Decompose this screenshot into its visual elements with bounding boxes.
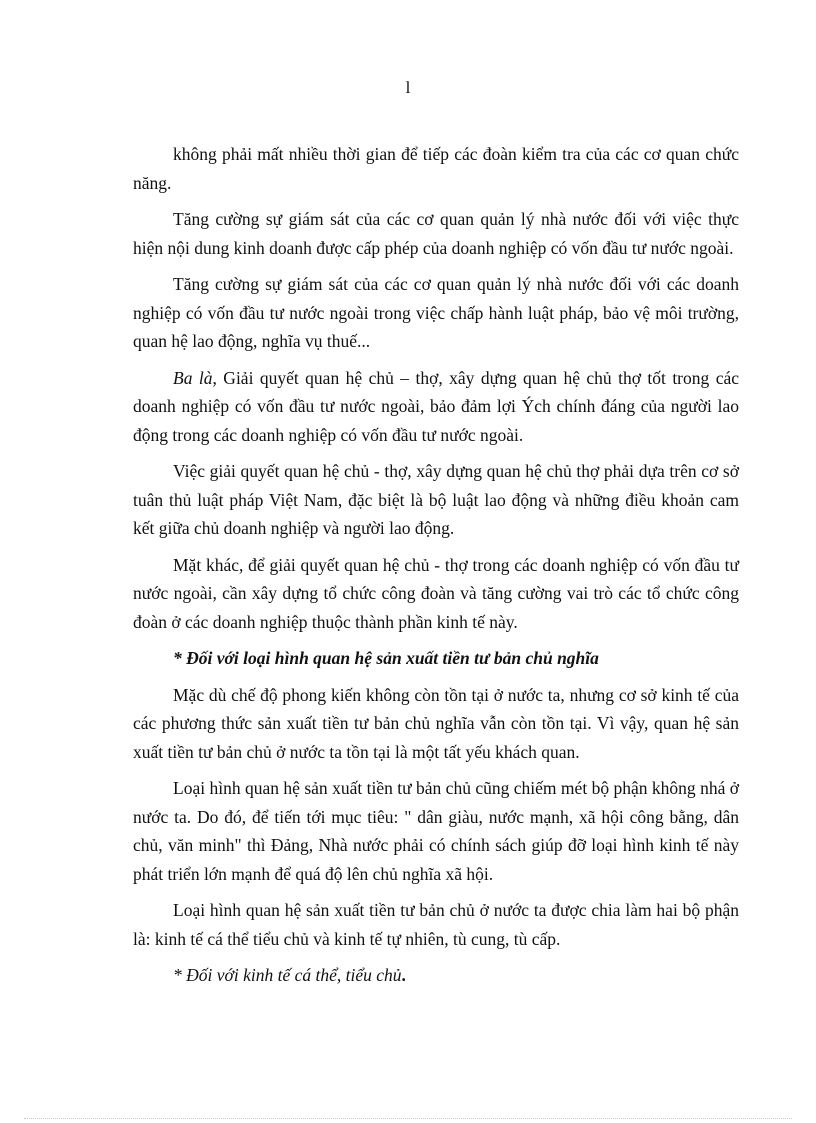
paragraph: Việc giải quyết quan hệ chủ - thợ, xây dựng quan hệ chủ thợ phải dựa trên cơ sở tuân thủ luật pháp Việt Nam, đặc biệt là bộ luật lao động và những điều khoản cam kết giữa chủ doanh nghiệp và người lao động. <box>133 461 739 538</box>
page-number: l <box>405 78 411 97</box>
paragraph: Mặt khác, để giải quyết quan hệ chủ - thợ trong các doanh nghiệp có vốn đầu tư nước ngoài, cần xây dựng tổ chức công đoàn và tăng cường vai trò các tổ chức công đoàn ở các doanh nghiệp thuộc thành phần kinh tế này. <box>133 554 739 632</box>
paragraph: Tăng cường sự giám sát của các cơ quan quản lý nhà nước đối với việc thực hiện nội dung kinh doanh được cấp phép của doanh nghiệp có vốn đầu tư nước ngoài. <box>133 209 739 258</box>
footer-divider <box>24 1118 792 1119</box>
paragraph: Loại hình quan hệ sản xuất tiền tư bản chủ ở nước ta được chia làm hai bộ phận là: kinh tế cá thể tiểu chủ và kinh tế tự nhiên, tù cung, tù cấp. <box>133 900 739 949</box>
sub-heading-end: . <box>401 965 406 985</box>
paragraph: Mặc dù chế độ phong kiến không còn tồn tại ở nước ta, nhưng cơ sở kinh tế của các phương thức sản xuất tiền tư bản chủ nghĩa vẫn còn tồn tại. Vì vậy, quan hệ sản xuất tiền tư bản chủ ở nước ta tồn tại là một tất yếu khách quan. <box>133 684 739 762</box>
document-body <box>133 140 739 998</box>
sub-heading-text: * Đối với kinh tế cá thể, tiểu chủ <box>173 965 402 985</box>
paragraph: Loại hình quan hệ sản xuất tiền tư bản chủ cũng chiếm mét bộ phận không nhá ở nước ta. Do đó, để tiến tới mục tiêu: " dân giàu, nước mạnh, xã hội công bằng, dân chủ, văn minh" thì Đảng, Nhà nước phải có chính sách giúp đỡ loại hình kinh tế này phát triển lớn mạnh để quá độ lên chủ nghĩa xã hội. <box>133 778 739 884</box>
section-heading: * Đối với loại hình quan hệ sản xuất tiền tư bản chủ nghĩa <box>173 648 599 668</box>
sub-heading <box>133 961 739 990</box>
paragraph-lead: Ba là <box>173 367 213 388</box>
paragraph: không phải mất nhiều thời gian để tiếp các đoàn kiểm tra của các cơ quan chức năng. <box>133 144 739 193</box>
paragraph: Tăng cường sự giám sát của các cơ quan quản lý nhà nước đối với các doanh nghiệp có vốn đầu tư nước ngoài trong việc chấp hành luật pháp, bảo vệ môi trường, quan hệ lao động, nghĩa vụ thuế... <box>133 274 739 351</box>
paragraph-text: , Giải quyết quan hệ chủ – thợ, xây dựng quan hệ chủ thợ tốt trong các doanh nghiệp có vốn đầu tư nước ngoài, bảo đảm lợi Ých chính đáng của người lao động trong các doanh nghiệp có vốn đầu tư nước ngoài. <box>133 367 739 445</box>
paragraph <box>133 364 739 450</box>
